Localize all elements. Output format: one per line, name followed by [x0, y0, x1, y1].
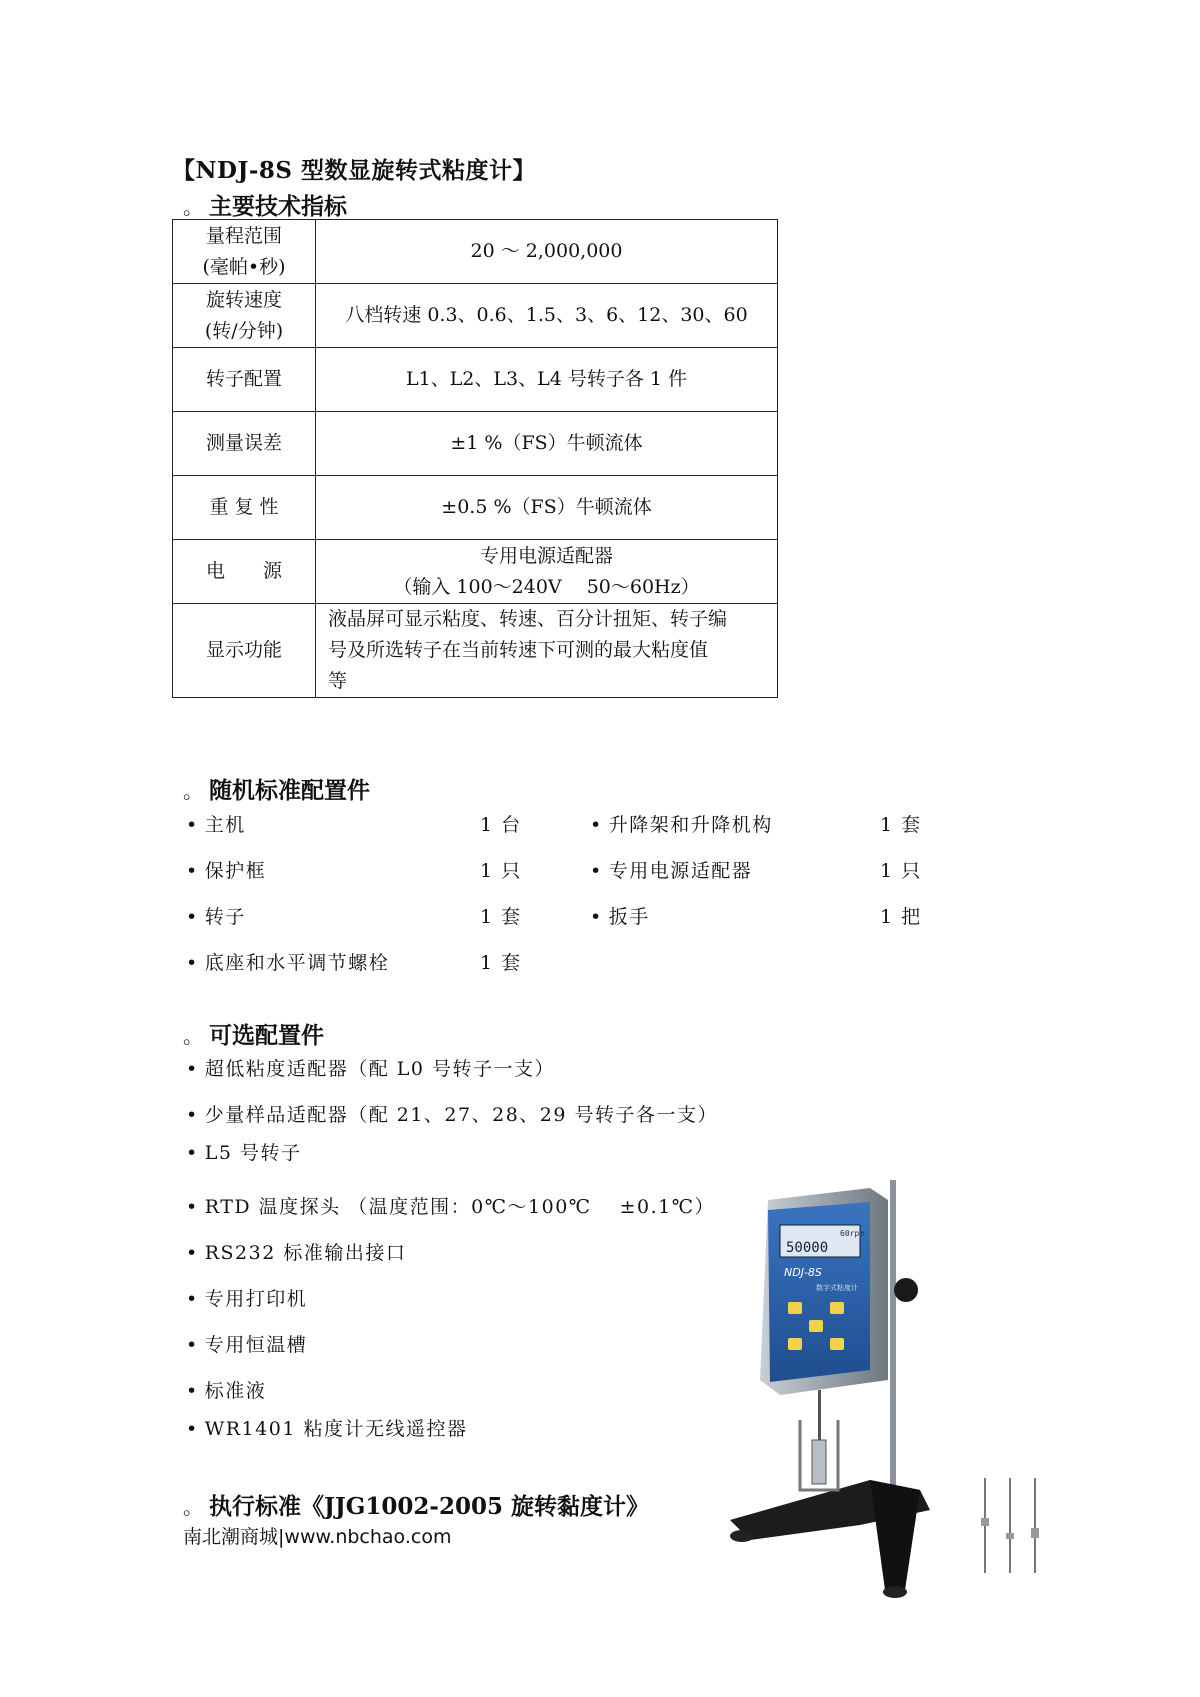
lift-knob	[894, 1278, 918, 1302]
standard-item-qty: 1 套	[880, 814, 922, 836]
spec-row	[173, 220, 778, 284]
bullet: •	[590, 814, 603, 836]
bullet: •	[590, 860, 603, 882]
spec-key	[173, 412, 316, 476]
panel-key	[809, 1320, 823, 1332]
standard-item-qty: 1 套	[480, 906, 522, 928]
stand-pole	[890, 1180, 896, 1500]
display-value: 50000	[786, 1240, 829, 1256]
bullet: •	[186, 1380, 199, 1402]
panel-key	[830, 1338, 844, 1350]
section-standard	[183, 772, 370, 805]
optional-item-text: 标准液	[204, 1380, 267, 1402]
footer-source: 南北潮商城|www.nbchao.com	[183, 1526, 452, 1548]
bullet: •	[186, 1104, 199, 1126]
optional-item	[186, 1376, 266, 1403]
spec-key	[173, 348, 316, 412]
spec-value-line: 20 ～ 2,000,000	[470, 240, 623, 262]
device-model: NDJ-8S	[784, 1266, 822, 1279]
standard-item-qty: 1 套	[480, 952, 522, 974]
spec-key	[173, 476, 316, 540]
spec-value-line: 专用电源适配器	[479, 544, 613, 567]
spec-value-line: ±0.5 %（FS）牛顿流体	[441, 496, 652, 518]
spec-key-line: 显示功能	[205, 639, 282, 661]
optional-item	[186, 1330, 307, 1357]
spec-row	[173, 412, 778, 476]
document-title: 【NDJ-8S 型数显旋转式粘度计】	[172, 157, 537, 184]
spec-value	[316, 540, 778, 604]
bullet: •	[186, 1196, 199, 1218]
spec-key	[173, 220, 316, 284]
spec-key-line: 旋转速度	[205, 288, 282, 311]
bullet: •	[186, 906, 199, 928]
bullet: •	[186, 1058, 199, 1080]
section-dot: 。	[183, 1495, 203, 1519]
spec-key-line: (转/分钟)	[204, 319, 284, 342]
spec-key-line: (毫帕•秒)	[202, 255, 286, 278]
bullet: •	[186, 952, 199, 974]
spec-key-line: 测量误差	[205, 432, 282, 454]
section-optional-label: 可选配置件	[209, 1022, 324, 1049]
spec-key-line: 转子配置	[205, 368, 282, 390]
optional-item-text: RS232 标准输出接口	[204, 1242, 407, 1264]
panel-key	[788, 1338, 802, 1350]
bullet: •	[590, 906, 603, 928]
optional-item	[186, 1414, 467, 1441]
viscometer-image	[720, 1180, 960, 1600]
standard-item-qty: 1 把	[880, 906, 922, 928]
device-panel-label: 数字式粘度计	[816, 1284, 858, 1292]
bullet: •	[186, 1418, 199, 1440]
spec-row	[173, 604, 778, 698]
standard-item-name: 扳手	[608, 906, 650, 928]
spec-key	[173, 284, 316, 348]
optional-item	[186, 1238, 406, 1265]
optional-item	[186, 1192, 715, 1219]
spec-row	[173, 540, 778, 604]
section-optional	[183, 1017, 324, 1050]
spec-row	[173, 476, 778, 540]
spec-value-line: 等	[328, 670, 348, 692]
spec-value-line: L1、L2、L3、L4 号转子各 1 件	[405, 368, 688, 390]
bullet: •	[186, 860, 199, 882]
bullet: •	[186, 1288, 199, 1310]
spec-key	[173, 604, 316, 698]
spec-value-line: 号及所选转子在当前转速下可测的最大粘度值	[328, 639, 709, 661]
rotors-image	[975, 1478, 1045, 1578]
spec-value	[316, 220, 778, 284]
display-speed: 60rpm	[840, 1229, 865, 1238]
spec-value-line: 八档转速 0.3、0.6、1.5、3、6、12、30、60	[345, 304, 748, 326]
standard-item	[590, 810, 773, 837]
standard-item	[590, 856, 752, 883]
bullet: •	[186, 1142, 199, 1164]
spec-value	[316, 348, 778, 412]
optional-item-text: 少量样品适配器（配 21、27、28、29 号转子各一支）	[204, 1104, 719, 1126]
bullet: •	[186, 1242, 199, 1264]
standard-item-qty: 1 台	[480, 814, 522, 836]
spec-row	[173, 348, 778, 412]
section-execution	[183, 1488, 649, 1521]
section-specs-label: 主要技术指标	[209, 193, 347, 220]
optional-item-text: 专用恒温槽	[204, 1334, 308, 1356]
section-dot: 。	[183, 1024, 203, 1048]
standard-item	[186, 902, 246, 929]
standard-item-name: 专用电源适配器	[608, 860, 753, 882]
spec-row	[173, 284, 778, 348]
standard-item-qty: 1 只	[480, 860, 522, 882]
standard-item-name: 转子	[204, 906, 246, 928]
spec-key-line: 量程范围	[205, 224, 282, 247]
rotor-disc	[1031, 1528, 1039, 1538]
section-dot: 。	[183, 779, 203, 803]
spec-value	[316, 412, 778, 476]
standard-item	[186, 948, 389, 975]
optional-item	[186, 1100, 718, 1127]
spec-value	[316, 476, 778, 540]
section-execution-label: 执行标准《JJG1002-2005 旋转黏度计》	[209, 1493, 649, 1520]
foot	[730, 1530, 754, 1542]
standard-item-name: 底座和水平调节螺栓	[204, 952, 390, 974]
standard-item-name: 保护框	[204, 860, 267, 882]
spec-value	[316, 604, 778, 698]
optional-item	[186, 1054, 555, 1081]
optional-item-text: WR1401 粘度计无线遥控器	[204, 1418, 468, 1440]
spec-key	[173, 540, 316, 604]
spec-value-line: ±1 %（FS）牛顿流体	[450, 432, 643, 454]
optional-item	[186, 1138, 301, 1165]
standard-item	[186, 856, 266, 883]
bullet: •	[186, 1334, 199, 1356]
optional-item-text: RTD 温度探头 （温度范围：0℃～100℃ ±0.1℃）	[204, 1196, 715, 1218]
rotor-disc	[981, 1518, 989, 1526]
spec-key-line: 重 复 性	[209, 496, 279, 518]
panel-key	[788, 1302, 802, 1314]
optional-item	[186, 1284, 307, 1311]
spec-value	[316, 284, 778, 348]
optional-item-text: 超低粘度适配器（配 L0 号转子一支）	[204, 1058, 556, 1080]
spec-key-line: 电 源	[205, 560, 282, 582]
stand-leg	[870, 1480, 920, 1590]
standard-item-name: 主机	[204, 814, 246, 836]
spec-value-line: 液晶屏可显示粘度、转速、百分计扭矩、转子编	[328, 608, 728, 630]
section-dot: 。	[183, 195, 203, 219]
spec-value-line: （输入 100～240V 50～60Hz）	[393, 575, 700, 598]
section-specs	[183, 188, 347, 221]
standard-item	[186, 810, 246, 837]
standard-item-name: 升降架和升降机构	[608, 814, 773, 836]
rotor	[812, 1440, 826, 1484]
standard-item-qty: 1 只	[880, 860, 922, 882]
rotor-disc	[1006, 1533, 1014, 1539]
bullet: •	[186, 814, 199, 836]
standard-item	[590, 902, 650, 929]
optional-item-text: 专用打印机	[204, 1288, 308, 1310]
section-standard-label: 随机标准配置件	[209, 777, 370, 804]
panel-key	[830, 1302, 844, 1314]
optional-item-text: L5 号转子	[204, 1142, 302, 1164]
spec-table	[172, 219, 778, 698]
foot	[883, 1586, 907, 1598]
